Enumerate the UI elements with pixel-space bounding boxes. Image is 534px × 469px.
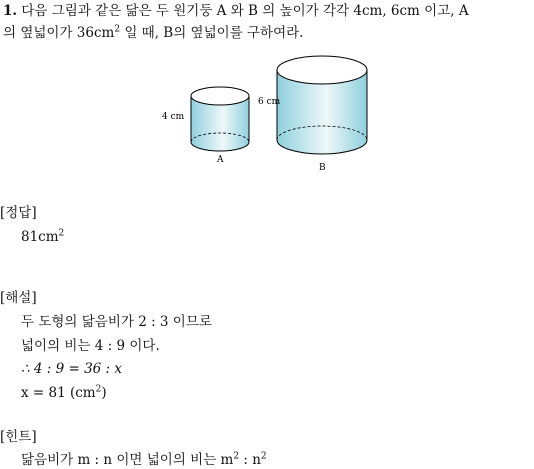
answer-value-line bbox=[21, 228, 64, 246]
cylinder-b bbox=[277, 56, 367, 154]
explanation-sup: 2 bbox=[95, 384, 102, 395]
explanation-line-2: 넓이의 비는 4 : 9 이다. bbox=[21, 338, 160, 354]
cylinder-a-label: A bbox=[217, 155, 224, 165]
answer-value: 81cm bbox=[21, 229, 59, 245]
problem-text-2b: 일 때, B의 옆넓이를 구하여라. bbox=[120, 25, 304, 41]
problem-text-2a: 의 옆넓이가 36cm bbox=[3, 25, 115, 41]
explanation-line-4b: ) bbox=[101, 385, 107, 401]
cylinder-a bbox=[191, 87, 249, 151]
hint-header: [힌트] bbox=[0, 429, 37, 445]
cylinder-b-height-label: 6 cm bbox=[258, 97, 281, 107]
problem-sup: 2 bbox=[114, 24, 121, 35]
answer-sup: 2 bbox=[58, 228, 65, 239]
cylinder-a-height-label: 4 cm bbox=[162, 112, 185, 122]
explanation-line-4a: x = 81 (cm bbox=[21, 385, 96, 401]
explanation-header: [해설] bbox=[0, 290, 37, 306]
hint-text-b: : n bbox=[239, 452, 261, 468]
explanation-line-3: ∴ 4 : 9 = 36 : x bbox=[21, 361, 123, 377]
explanation-line-4 bbox=[21, 384, 107, 402]
hint-sup-1: 2 bbox=[233, 451, 240, 462]
problem-number: 1. bbox=[3, 3, 18, 19]
problem-line-2 bbox=[3, 24, 303, 42]
hint-sup-2: 2 bbox=[260, 451, 267, 462]
cylinder-b-label: B bbox=[319, 163, 326, 173]
problem-text-1: 다음 그림과 같은 닮은 두 원기둥 A 와 B 의 높이가 각각 4cm, 6cm 이고, A bbox=[21, 3, 469, 19]
hint-text-a: 닮음비가 m : n 이면 넓이의 비는 m bbox=[21, 452, 234, 468]
cylinders-figure bbox=[160, 54, 380, 178]
hint-line bbox=[21, 451, 267, 469]
explanation-line-1: 두 도형의 닮음비가 2 : 3 이므로 bbox=[21, 314, 212, 330]
answer-header: [정답] bbox=[0, 205, 37, 221]
problem-line-1 bbox=[3, 2, 469, 20]
